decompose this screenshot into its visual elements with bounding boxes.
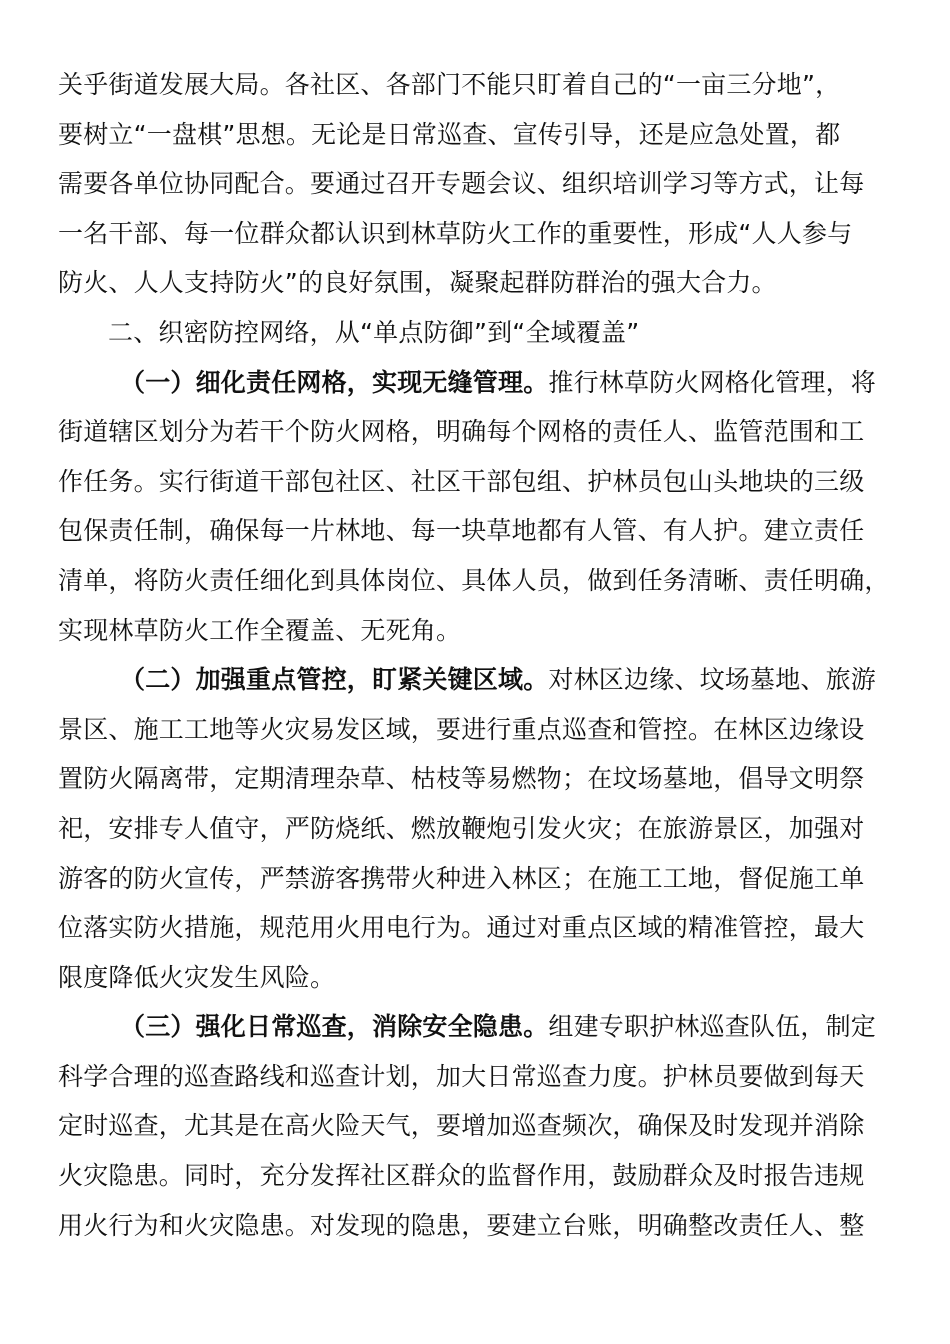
paragraph-line: 景区、施工工地等火灾易发区域，要进行重点巡查和管控。在林区边缘设 [58,714,865,744]
subsection-1-first-line [58,358,894,408]
paragraph-line: 街道辖区划分为若干个防火网格，明确每个网格的责任人、监管范围和工 [58,417,865,447]
paragraph-line: 清单，将防火责任细化到具体岗位、具体人员，做到任务清晰、责任明确， [58,565,890,595]
paragraph-line: 要树立“一盘棋”思想。无论是日常巡查、宣传引导，还是应急处置，都 [58,119,841,149]
subsection-2-first-text: 对林区边缘、坟场墓地、旅游 [548,665,877,695]
paragraph-line: 火灾隐患。同时，充分发挥社区群众的监督作用，鼓励群众及时报告违规 [58,1161,865,1191]
subsection-3-first-line [58,1002,894,1052]
paragraph-line: 需要各单位协同配合。要通过召开专题会议、组织培训学习等方式，让每 [58,169,865,199]
paragraph-line: 关乎街道发展大局。各社区、各部门不能只盯着自己的“一亩三分地”， [58,70,841,99]
paragraph-line: 一名干部、每一位群众都认识到林草防火工作的重要性，形成“人人参与 [58,218,853,248]
paragraph-line: 祀，安排专人值守，严防烧纸、燃放鞭炮引发火灾；在旅游景区，加强对 [58,813,865,843]
paragraph-line: 用火行为和火灾隐患。对发现的隐患，要建立台账，明确整改责任人、整 [58,1210,865,1240]
subsection-3-first-text: 组建专职护林巡查队伍，制定 [548,1012,877,1042]
paragraph-line: 防火、人人支持防火”的良好氛围，凝聚起群防群治的强大合力。 [58,268,777,298]
subsection-1-title: （一）细化责任网格，实现无缝管理。 [120,367,549,397]
section-heading: 二、织密防控网络，从“单点防御”到“全域覆盖” [108,317,640,347]
subsection-2-first-line [58,655,894,705]
paragraph-line: 限度降低火灾发生风险。 [58,962,336,992]
paragraph-line: 置防火隔离带，定期清理杂草、枯枝等易燃物；在坟场墓地，倡导文明祭 [58,764,865,794]
paragraph-line: 定时巡查，尤其是在高火险天气，要增加巡查频次，确保及时发现并消除 [58,1111,865,1141]
paragraph-line: 包保责任制，确保每一片林地、每一块草地都有人管、有人护。建立责任 [58,516,865,546]
paragraph-line: 实现林草防火工作全覆盖、无死角。 [58,615,462,645]
document-body [58,60,894,1250]
subsection-1-first-text: 推行林草防火网格化管理，将 [548,367,877,397]
paragraph-line: 科学合理的巡查路线和巡查计划，加大日常巡查力度。护林员要做到每天 [58,1061,865,1091]
paragraph-line: 作任务。实行街道干部包社区、社区干部包组、护林员包山头地块的三级 [58,466,865,496]
paragraph-line: 游客的防火宣传，严禁游客携带火种进入林区；在施工工地，督促施工单 [58,863,865,893]
subsection-2-title: （二）加强重点管控，盯紧关键区域。 [120,665,549,695]
paragraph-line: 位落实防火措施，规范用火用电行为。通过对重点区域的精准管控，最大 [58,913,865,943]
subsection-3-title: （三）强化日常巡查，消除安全隐患。 [120,1012,549,1042]
